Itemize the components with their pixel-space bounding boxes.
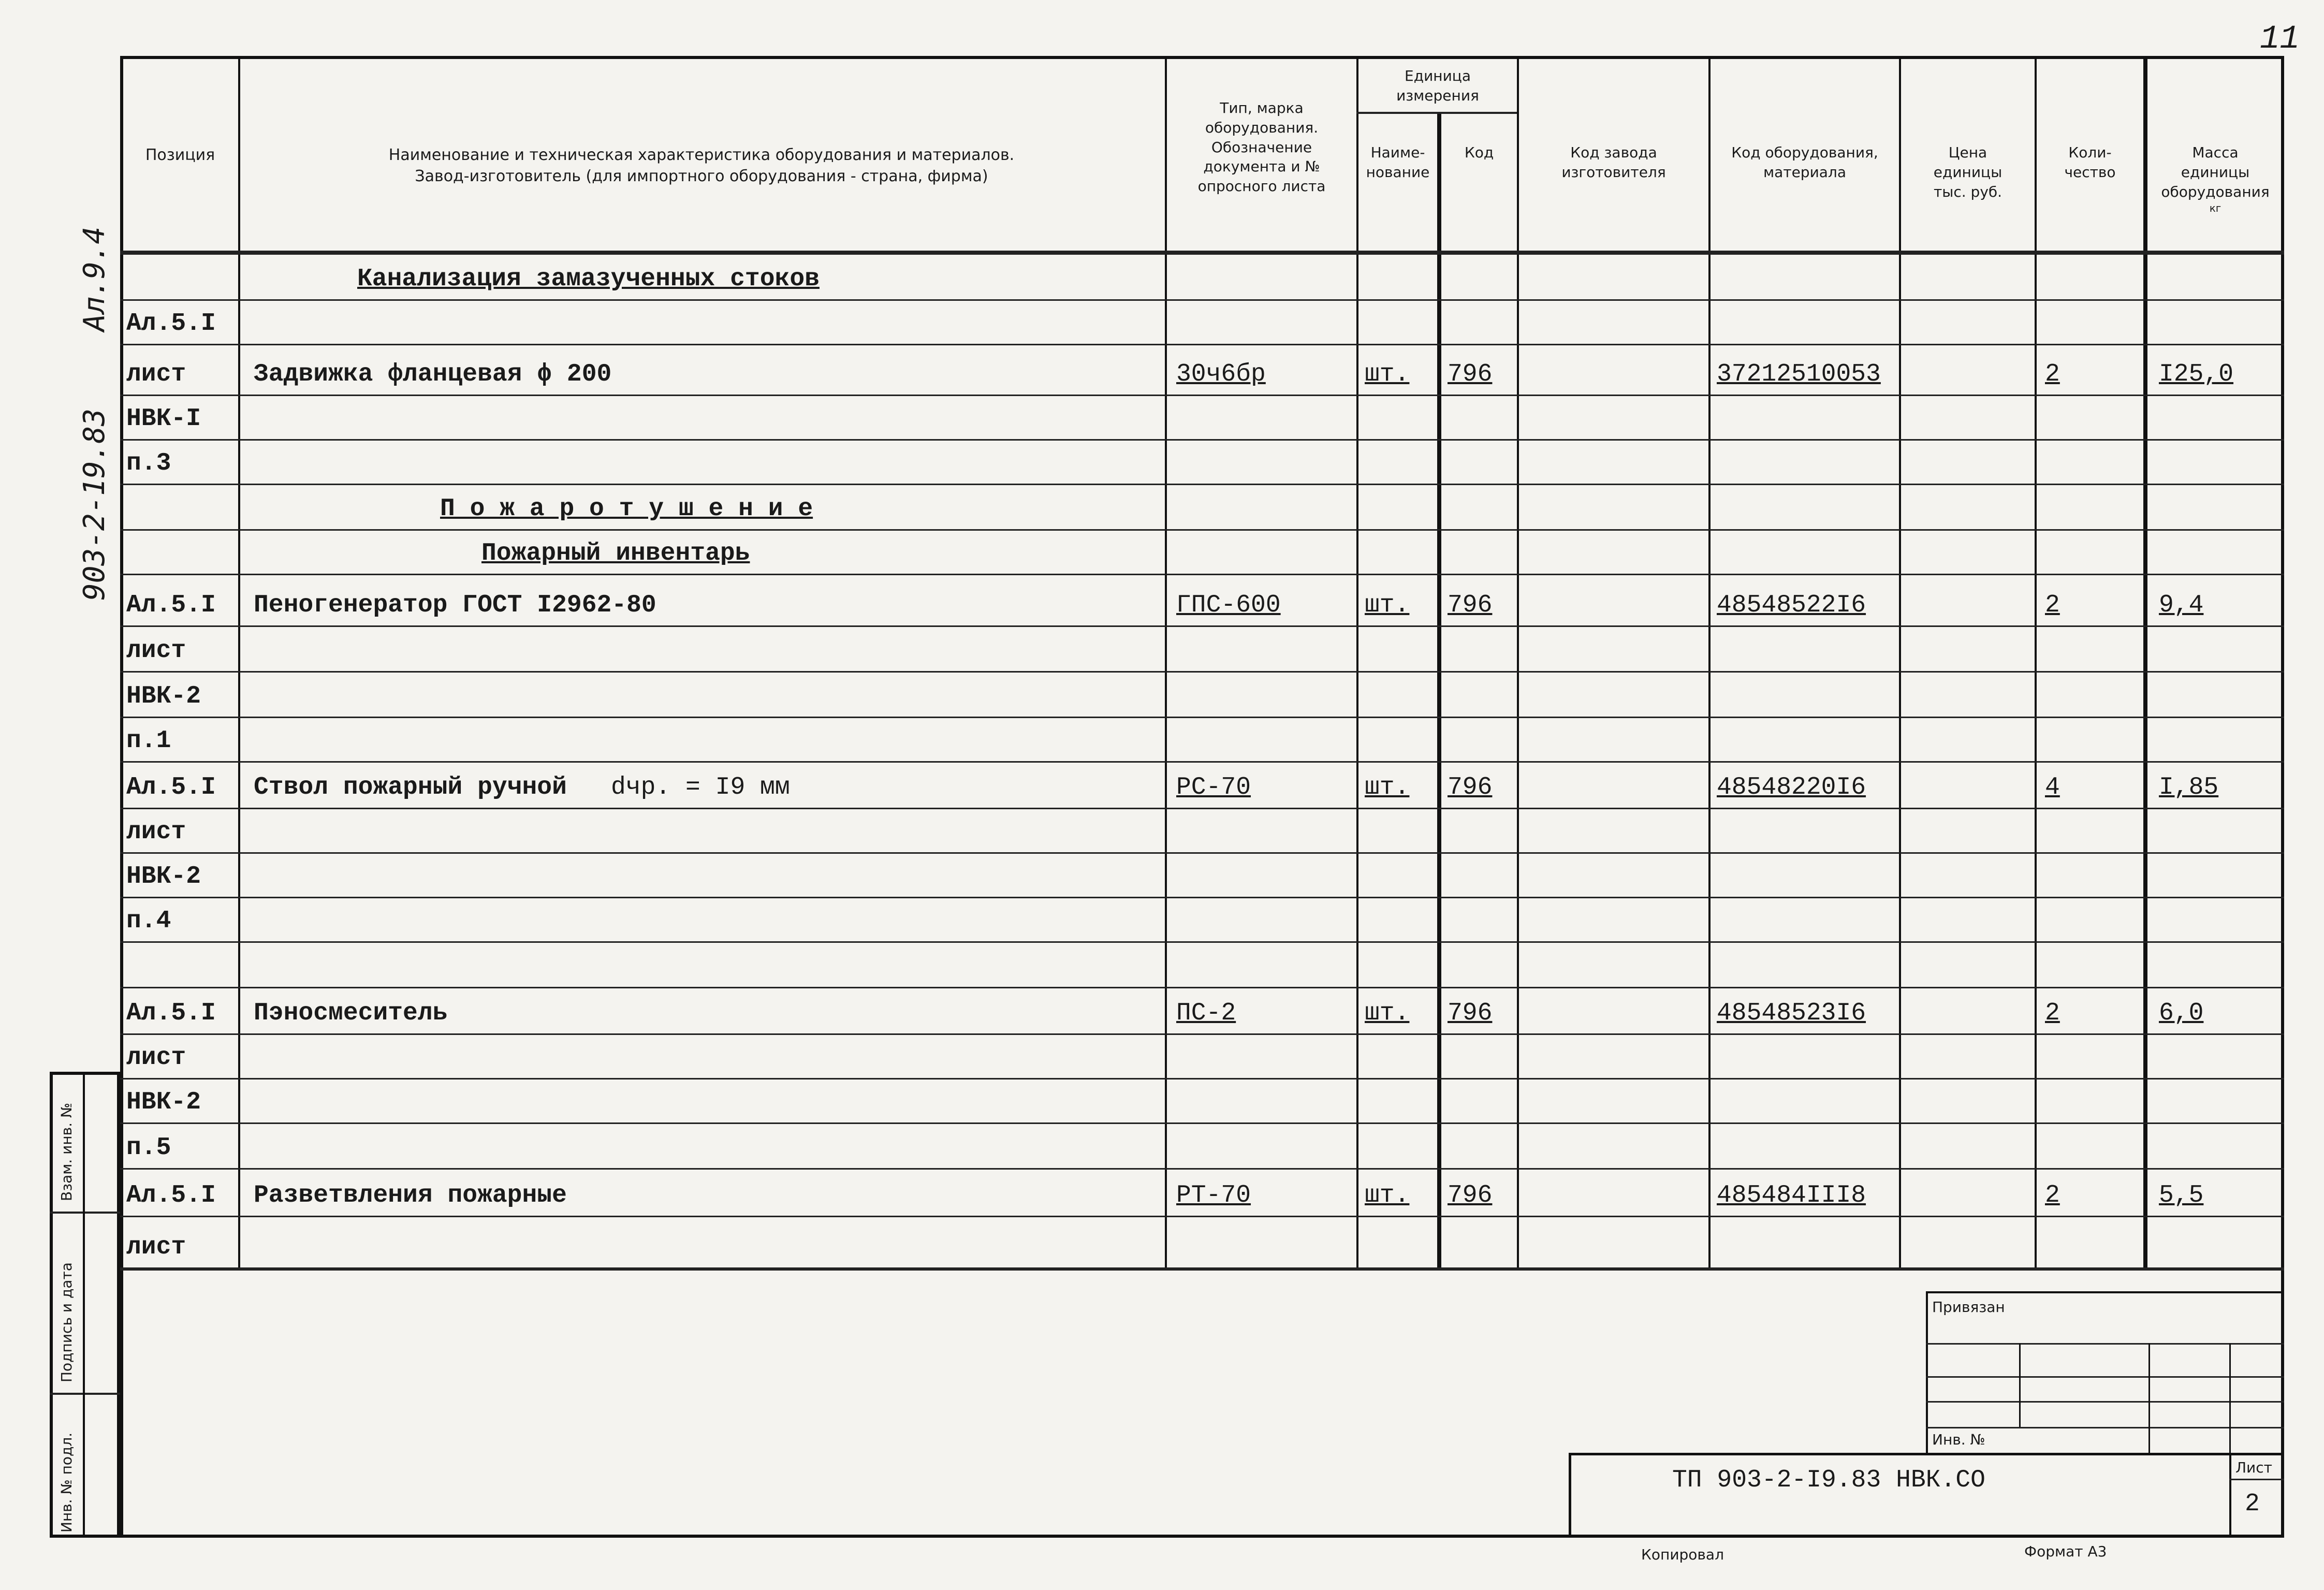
header-name: Наименование и техническая характеристика оборудования и материалов. Завод-изготовитель (для импортного оборудования - страна, фирма) xyxy=(388,146,1015,185)
sheet-label: Лист xyxy=(2235,1459,2272,1476)
row-11-name: Ствол пожарный ручной xyxy=(254,774,567,801)
row-16-equip: 48548523I6 xyxy=(1717,999,1866,1027)
row-14-pos: п.4 xyxy=(126,907,171,935)
row-17-pos: лист xyxy=(126,1044,186,1072)
row-16-unit: шт. xyxy=(1365,999,1410,1027)
row-11-mass: I,85 xyxy=(2159,774,2219,801)
row-5-name: П о ж а р о т у ш е н и е xyxy=(440,495,813,523)
row-0-name: Канализация замазученных стоков xyxy=(357,265,820,293)
header-unit-group: Единица измерения xyxy=(1396,67,1479,104)
row-2-pos: лист xyxy=(126,360,186,388)
row-20-type: РТ-70 xyxy=(1176,1181,1251,1209)
row-8-pos: лист xyxy=(126,637,186,665)
row-20-mass: 5,5 xyxy=(2159,1181,2204,1209)
row-11-type: РС-70 xyxy=(1176,774,1251,801)
header-unit-name: Наиме- нование xyxy=(1366,144,1430,181)
row-2-mass: I25,0 xyxy=(2159,360,2234,388)
row-20-unit: шт. xyxy=(1365,1181,1410,1209)
row-2-unit: шт. xyxy=(1365,360,1410,388)
row-16-pos: Ал.5.I xyxy=(126,999,216,1027)
row-7-qty: 2 xyxy=(2045,591,2060,619)
document-code: ТП 903-2-I9.83 НВК.СО xyxy=(1672,1466,1985,1494)
stamp-inv-no: Инв. № xyxy=(1932,1431,1985,1448)
row-20-code: 796 xyxy=(1448,1181,1493,1209)
stamp-vzam-label: Взам. инв. № xyxy=(58,1102,75,1201)
row-7-pos: Ал.5.I xyxy=(126,591,216,619)
row-3-pos: НВК-I xyxy=(126,405,201,433)
header-price: Цена единицы тыс. руб. xyxy=(1933,144,2003,200)
header-unit-code: Код xyxy=(1464,144,1494,161)
row-16-qty: 2 xyxy=(2045,999,2060,1027)
header-qty: Коли- чество xyxy=(2064,144,2116,181)
row-7-type: ГПС-600 xyxy=(1176,591,1281,619)
row-2-qty: 2 xyxy=(2045,360,2060,388)
row-18-pos: НВК-2 xyxy=(126,1088,201,1116)
row-11-qty: 4 xyxy=(2045,774,2060,801)
row-12-pos: лист xyxy=(126,818,186,846)
row-7-unit: шт. xyxy=(1365,591,1410,619)
row-11-unit: шт. xyxy=(1365,774,1410,801)
stamp-podpis-label: Подпись и дата xyxy=(58,1262,75,1382)
row-7-code: 796 xyxy=(1448,591,1493,619)
row-6-name: Пожарный инвентарь xyxy=(481,539,750,567)
header-equip-code: Код оборудования, материала xyxy=(1731,144,1878,181)
row-16-code: 796 xyxy=(1448,999,1493,1027)
row-21-pos: лист xyxy=(126,1233,186,1261)
row-11-pos: Ал.5.I xyxy=(126,774,216,801)
format-label: Формат А3 xyxy=(2024,1543,2107,1560)
row-20-equip: 485484III8 xyxy=(1717,1181,1866,1209)
copied-by-label: Копировал xyxy=(1641,1546,1724,1563)
row-7-equip: 48548522I6 xyxy=(1717,591,1866,619)
row-11-equip: 48548220I6 xyxy=(1717,774,1866,801)
side-code-top: Ал.9.4 xyxy=(78,226,111,331)
row-11-code: 796 xyxy=(1448,774,1493,801)
header-mass: Масса единицы оборудования кг xyxy=(2161,144,2270,215)
header-position: Позиция xyxy=(145,146,215,164)
row-20-qty: 2 xyxy=(2045,1181,2060,1209)
sheet-number: 2 xyxy=(2245,1490,2260,1518)
side-code-main: 903-2-19.83 xyxy=(78,409,111,601)
row-20-name: Разветвления пожарные xyxy=(254,1181,567,1209)
row-16-mass: 6,0 xyxy=(2159,999,2204,1027)
row-2-equip: 37212510053 xyxy=(1717,360,1881,388)
page-corner-number: 11 xyxy=(2260,21,2300,58)
row-20-pos: Ал.5.I xyxy=(126,1181,216,1209)
row-13-pos: НВК-2 xyxy=(126,863,201,891)
row-10-pos: п.1 xyxy=(126,727,171,755)
row-7-name: Пеногенератор ГОСТ I2962-80 xyxy=(254,591,656,619)
header-factory-code: Код завода изготовителя xyxy=(1561,144,1666,181)
row-16-type: ПС-2 xyxy=(1176,999,1236,1027)
row-11-note: dчр. = I9 мм xyxy=(611,774,790,801)
header-type: Тип, марка оборудования. Обозначение документа и № опросного листа xyxy=(1197,99,1326,195)
row-9-pos: НВК-2 xyxy=(126,682,201,710)
row-7-mass: 9,4 xyxy=(2159,591,2204,619)
row-4-pos: п.3 xyxy=(126,449,171,477)
row-2-type: 30ч6бр xyxy=(1176,360,1266,388)
stamp-inv-podl-label: Инв. № подл. xyxy=(58,1432,75,1533)
row-16-name: Пэносмеситель xyxy=(254,999,448,1027)
row-1-pos: Ал.5.I xyxy=(126,310,216,338)
row-2-name: Задвижка фланцевая ϕ 200 xyxy=(254,360,612,388)
row-2-code: 796 xyxy=(1448,360,1493,388)
row-19-pos: п.5 xyxy=(126,1134,171,1162)
stamp-privyazan: Привязан xyxy=(1932,1299,2005,1316)
